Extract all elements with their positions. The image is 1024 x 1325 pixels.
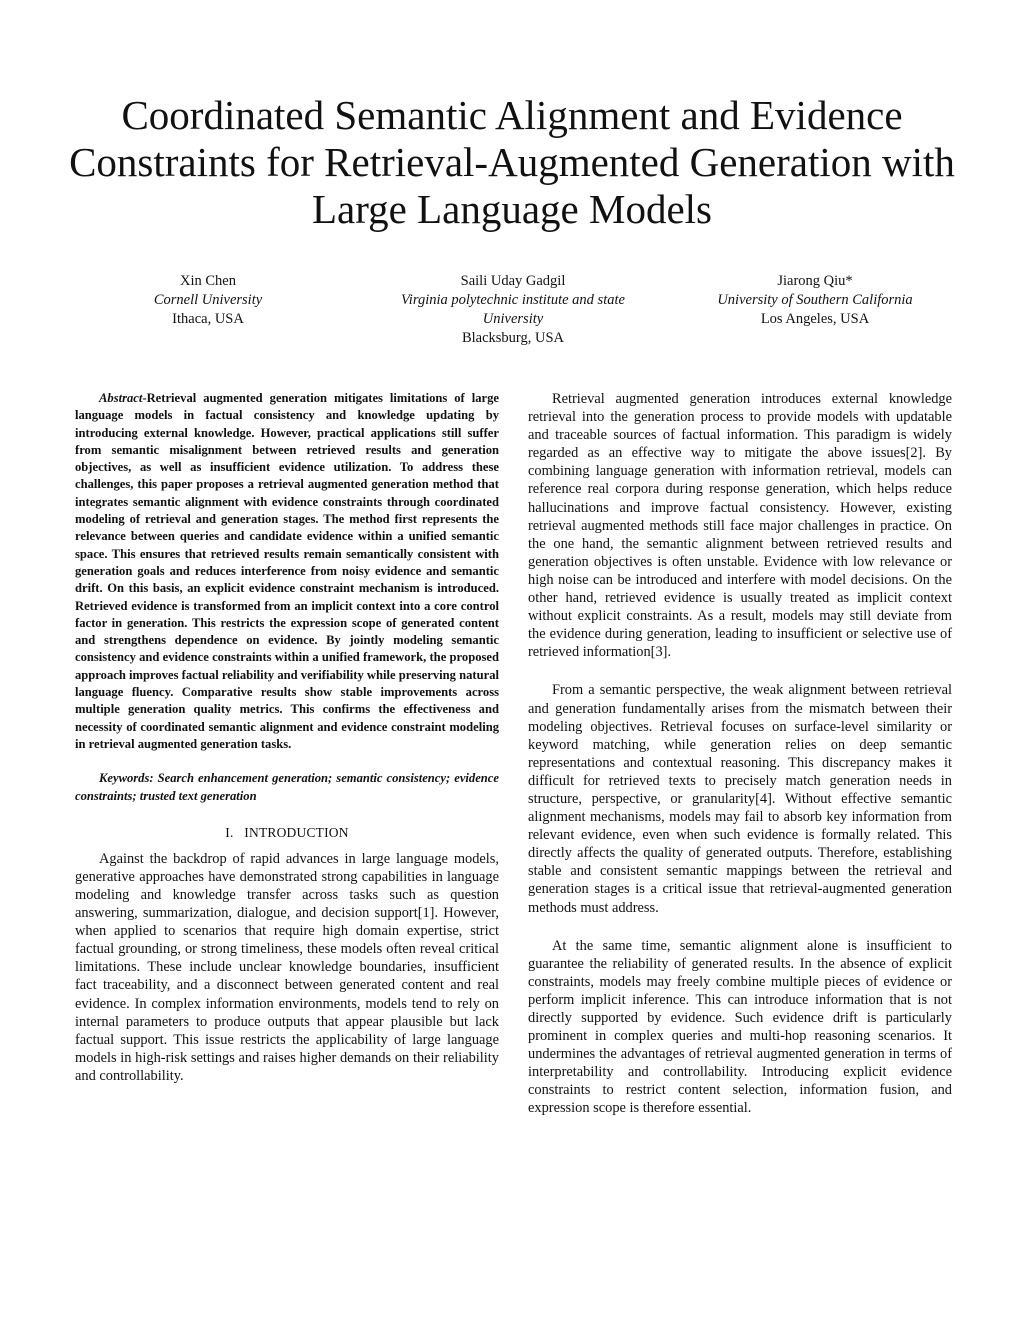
intro-paragraph: Against the backdrop of rapid advances in large language models, generative approaches have demonstrated strong capabilities in language modeling and knowledge transfer across tasks such as question answering, summarization, dialogue, and decision support[1]. However, when applied to scenarios that require high domain expertise, strict factual grounding, or strong timeliness, these models often reveal critical limitations. These include unclear knowledge boundaries, insufficient fact traceability, and a disconnect between generated content and real evidence. In complex information environments, models tend to rely on internal parameters to produce outputs that appear plausible but lack factual support. This issue restricts the applicability of large language models in high-risk settings and raises higher demands on their reliability and controllability. (75, 850, 499, 1084)
abstract-text: -Retrieval augmented generation mitigates limitations of large language models in factual consistency and knowledge updating by introducing external knowledge. However, practical applications still suffer from semantic misalignment between retrieved results and generation objectives, as well as insufficient evidence utilization. To address these challenges, this paper proposes a retrieval augmented generation method that integrates semantic alignment with evidence constraints through coordinated modeling of retrieval and generation stages. The method first represents the relevance between queries and candidate evidence within a unified semantic space. This ensures that retrieved results remain semantically consistent with generation goals and reduces interference from noisy evidence and semantic drift. On this basis, an explicit evidence constraint mechanism is introduced. Retrieved evidence is transformed from an implicit context into a core control factor in generation. This restricts the expression scope of generated content and strengthens dependence on evidence. By jointly modeling semantic consistency and evidence constraints within a unified framework, the proposed approach improves factual reliability and verifiability while preserving natural language fluency. Comparative results show stable improvements across multiple generation quality metrics. This confirms the effectiveness and necessity of coordinated semantic alignment and evidence constraint modeling in retrieval augmented generation tasks. (75, 391, 499, 751)
section-heading-introduction (75, 825, 499, 841)
title-line-1: Coordinated Semantic Alignment and Evidence (121, 92, 903, 138)
body-paragraph: From a semantic perspective, the weak alignment between retrieval and generation fundamentally arises from the mismatch between their modeling objectives. Retrieval focuses on surface-level similarity or keyword matching, while generation relies on deep semantic representations and contextual reasoning. This discrepancy makes it difficult for retrieved texts to precisely match generation needs in structure, perspective, or granularity[4]. Without effective semantic alignment mechanisms, models may fail to absorb key information from relevant evidence, even when such evidence is formally related. This directly affects the quality of generated outputs. Therefore, establishing stable and consistent semantic mappings between the retrieval and generation stages is a critical issue that retrieval-augmented generation methods must address. (528, 682, 952, 916)
author-name: Saili Uday Gadgil (460, 273, 566, 289)
author-location: Blacksburg, USA (461, 330, 565, 346)
section-number: I. (225, 824, 234, 840)
author-block-1 (88, 272, 328, 329)
author-name: Jiarong Qiu* (777, 273, 853, 289)
author-affiliation: University of Southern California (717, 292, 913, 308)
right-column (528, 390, 952, 1138)
body-paragraph: At the same time, semantic alignment alone is insufficient to guarantee the reliability of generated results. In the absence of explicit constraints, models may freely combine multiple pieces of evidence or perform implicit inference. This can introduce information that is not directly supported by evidence. Such evidence drift is particularly prominent in complex queries and multi-hop reasoning scenarios. It undermines the advantages of retrieval augmented generation in terms of interpretability and controllability. Introducing explicit evidence constraints to restrict content selection, information fusion, and expression scope is therefore essential. (528, 937, 952, 1117)
section-title-rest: NTRODUCTION (249, 824, 349, 840)
abstract-label: Abstract (99, 391, 143, 405)
author-name: Xin Chen (180, 273, 236, 289)
left-column (75, 390, 499, 1085)
author-affiliation: Virginia polytechnic institute and state University (401, 292, 625, 327)
author-block-2 (382, 272, 644, 348)
section-title-initial: I (244, 824, 249, 840)
keywords: Keywords: Search enhancement generation; semantic consistency; evidence constraints; trusted text generation (75, 771, 499, 803)
body-paragraph: Retrieval augmented generation introduces external knowledge retrieval into the generation process to provide models with updatable and traceable sources of factual information. This paradigm is widely regarded as an effective way to mitigate the above issues[2]. By combining language generation with information retrieval, models can reference real corpora during response generation, which helps reduce hallucinations and improve factual consistency. However, existing retrieval augmented methods still face major challenges in practice. On the one hand, the semantic alignment between retrieved results and generation objectives is often unstable. Evidence with low relevance or high noise can be introduced and interfere with model decisions. On the other hand, retrieved evidence is usually treated as implicit context without explicit constraints. As a result, models may still deviate from the evidence during generation, leading to insufficient or selective use of retrieved information[3]. (528, 391, 952, 661)
author-affiliation: Cornell University (153, 292, 263, 308)
title-line-2: Constraints for Retrieval-Augmented Generation with (69, 139, 955, 185)
abstract (75, 390, 499, 753)
author-block-3 (690, 272, 940, 329)
paper-title (60, 92, 964, 233)
author-location: Ithaca, USA (172, 311, 244, 327)
title-line-3: Large Language Models (312, 186, 712, 232)
author-location: Los Angeles, USA (760, 311, 870, 327)
